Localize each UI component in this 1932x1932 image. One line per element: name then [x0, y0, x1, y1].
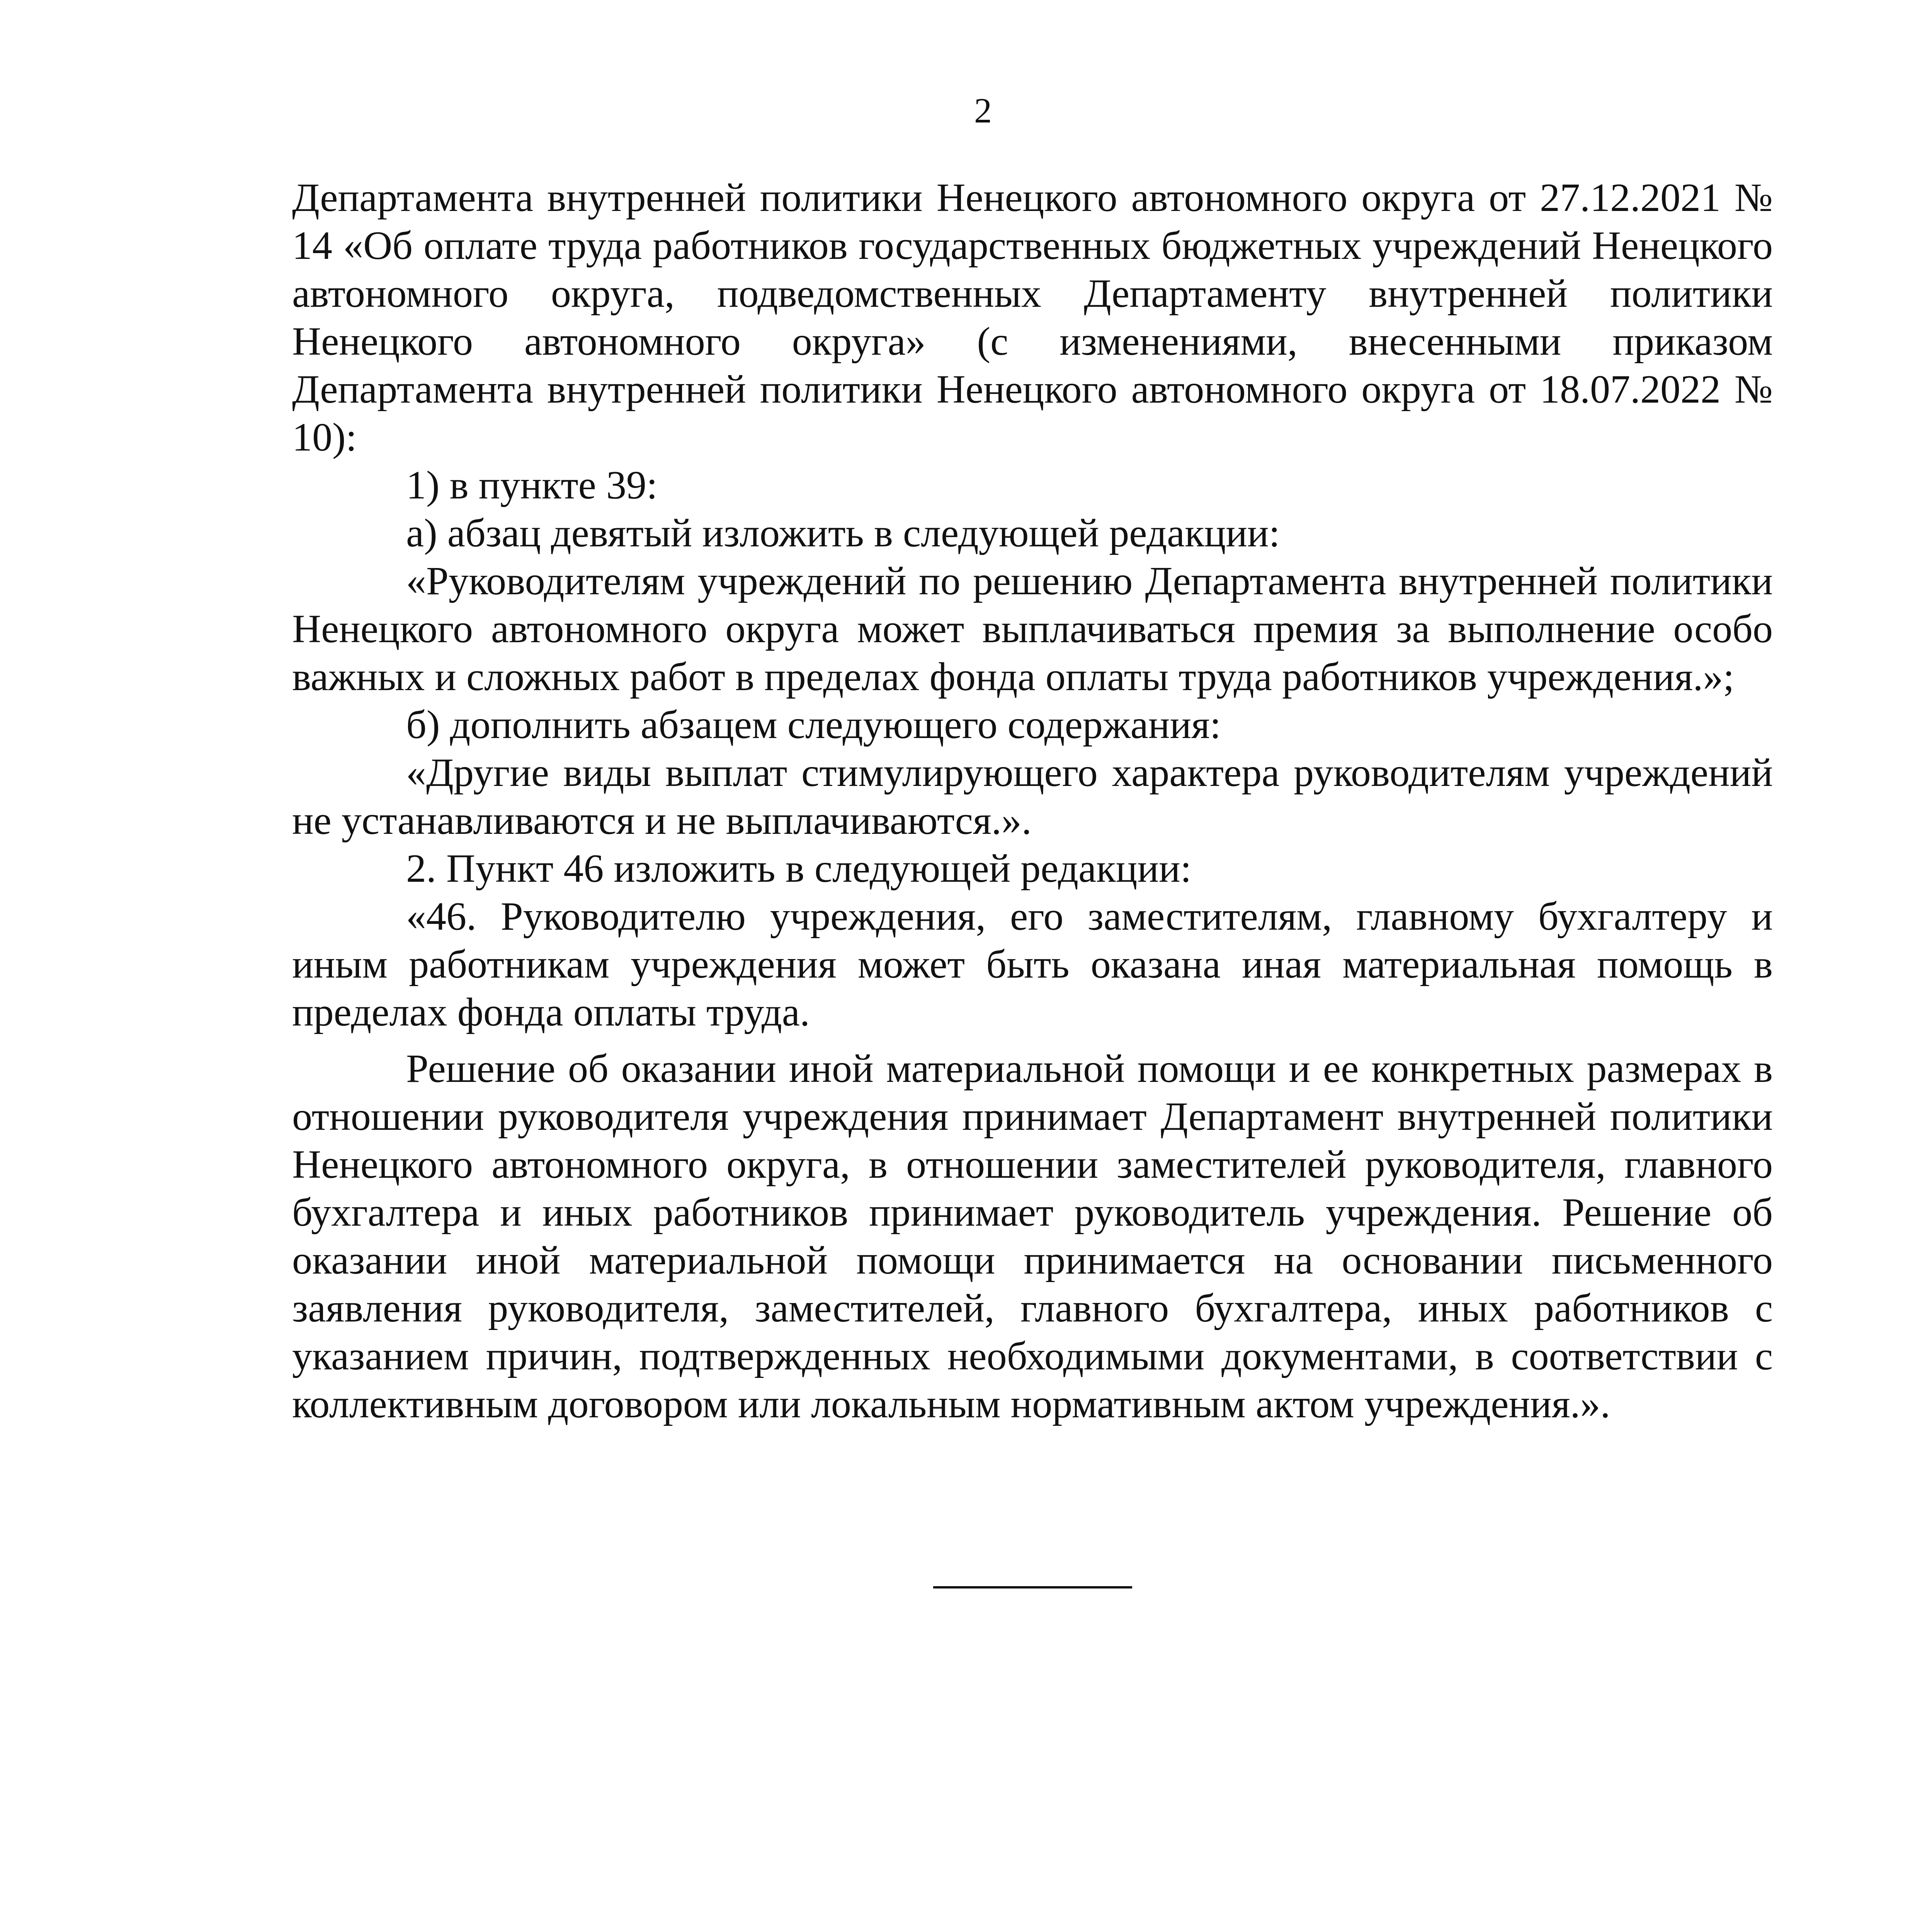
end-of-document-rule [933, 1586, 1132, 1588]
paragraph-order-reference: Департамента внутренней политики Ненецкого автономного округа от 27.12.2021 № 14 «Об оплате труда работников государственных бюджетных учреждений Ненецкого автономного округа, подведомственных Департаменту внутренней политики Ненецкого автономного округа» (с изменениями, внесенными приказом Департамента внутренней политики Ненецкого автономного округа от 18.07.2022 № 10): [292, 175, 1773, 459]
paragraph-quote-bonus: «Руководителям учреждений по решению Департамента внутренней политики Ненецкого автономного округа может выплачиваться премия за выполнение особо важных и сложных работ в пределах фонда оплаты труда работников учреждения.»; [292, 559, 1773, 699]
paragraph-quote-item-46: «46. Руководителю учреждения, его заместителям, главному бухгалтеру и иным работникам учреждения может быть оказана иная материальная помощь в пределах фонда оплаты труда. [292, 894, 1773, 1034]
paragraph-item-2: 2. Пункт 46 изложить в следующей редакции: [406, 846, 1192, 891]
paragraph-quote-other-payments: «Другие виды выплат стимулирующего характера руководителям учреждений не устанавливаются и не выплачиваются.». [292, 750, 1773, 843]
paragraph-decision: Решение об оказании иной материальной помощи и ее конкретных размерах в отношении руководителя учреждения принимает Департамент внутренней политики Ненецкого автономного округа, в отношении заместителей руководителя, главного бухгалтера и иных работников принимает руководитель учреждения. Решение об оказании иной материальной помощи принимается на основании письменного заявления руководителя, заместителей, главного бухгалтера, иных работников с указанием причин, подтвержденных необходимыми документами, в соответствии с коллективным договором или локальным нормативным актом учреждения.». [292, 1046, 1773, 1426]
paragraph-subitem-a: а) абзац девятый изложить в следующей редакции: [406, 511, 1280, 555]
document-body [292, 174, 1773, 1428]
paragraph-item-1: 1) в пункте 39: [406, 463, 658, 507]
paragraph-subitem-b: б) дополнить абзацем следующего содержания: [406, 702, 1221, 747]
page-number: 2 [974, 91, 992, 130]
